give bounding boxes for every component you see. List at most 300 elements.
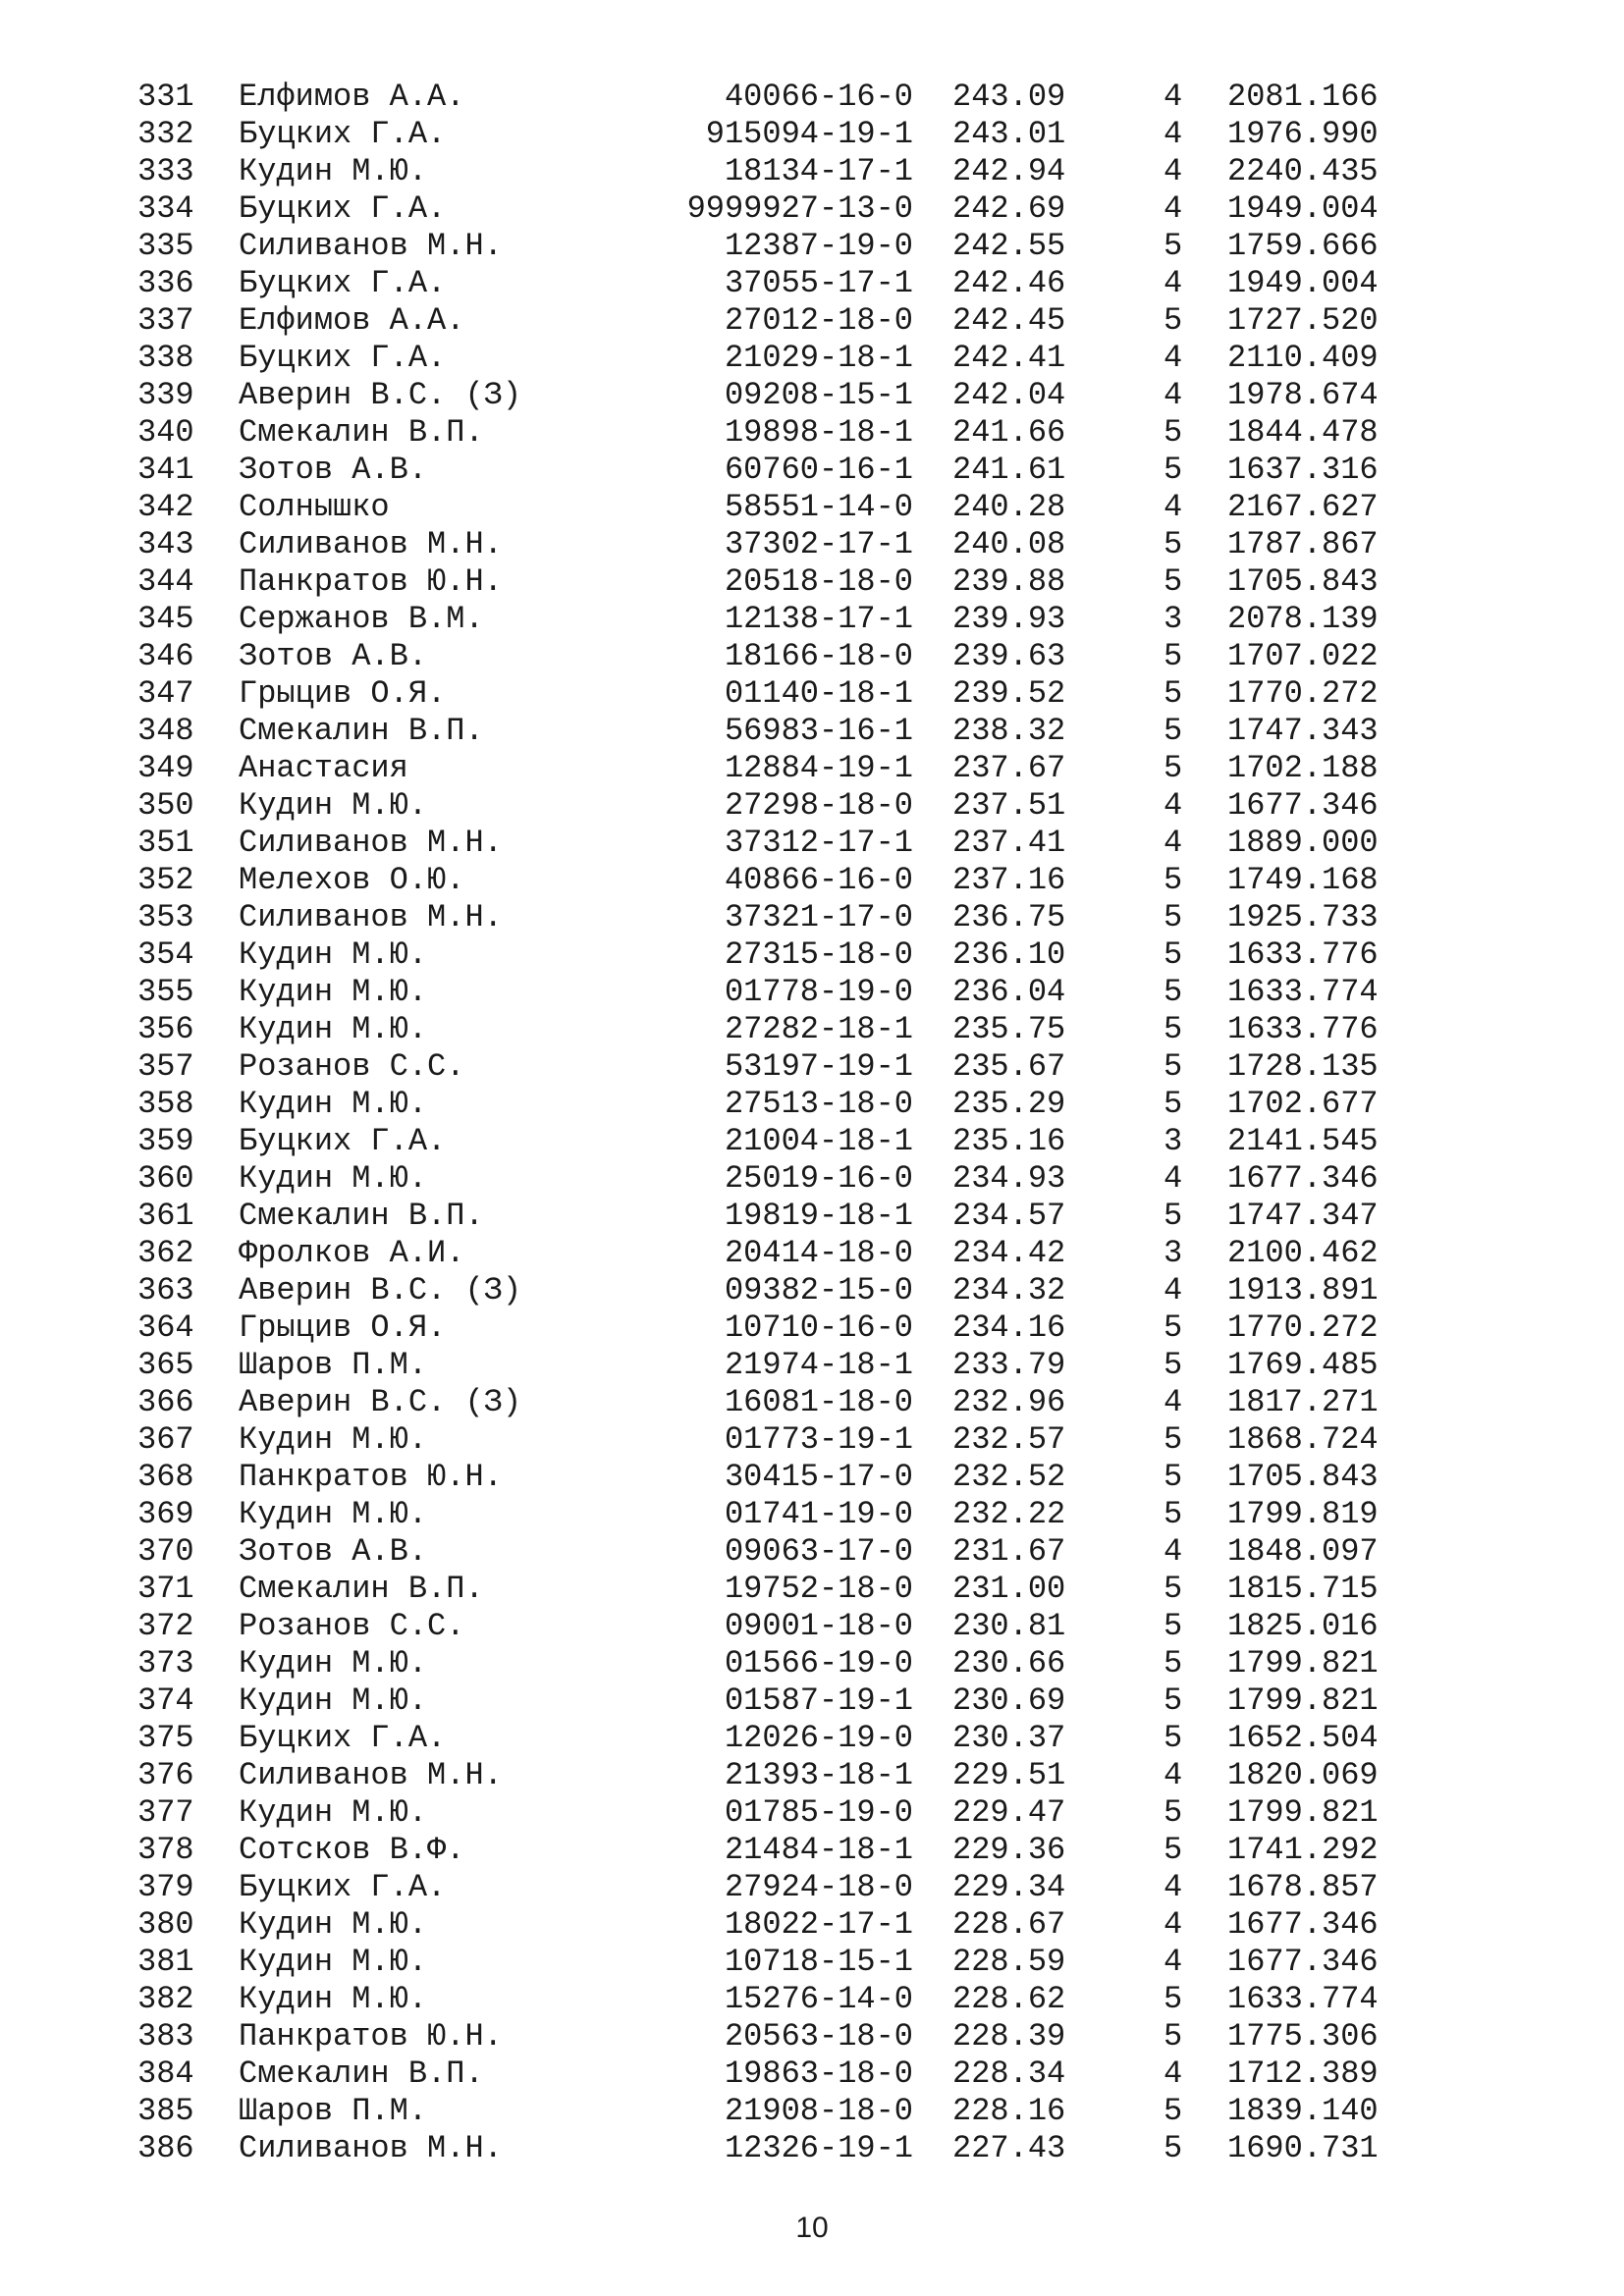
table-row [0,116,1624,153]
score-value: 229.34 [952,1869,1066,1905]
table-row [0,601,1624,638]
ring-code: 21484-18-1 [724,1832,913,1868]
row-number: 372 [137,1608,194,1644]
score-value: 234.16 [952,1309,1066,1346]
score-value: 235.75 [952,1011,1066,1047]
owner-name: Елфимов А.А. [239,302,465,339]
ring-code: 37055-17-1 [724,265,913,301]
coefficient: 5 [1164,1608,1183,1644]
score-value: 228.59 [952,1944,1066,1980]
score-value: 233.79 [952,1347,1066,1383]
row-number: 362 [137,1235,194,1271]
coefficient: 5 [1164,713,1183,749]
coefficient: 4 [1164,340,1183,376]
owner-name: Шаров П.М. [239,1347,428,1383]
row-number: 373 [137,1645,194,1682]
table-row [0,1309,1624,1347]
distance-value: 1712.389 [1227,2056,1379,2092]
coefficient: 3 [1164,1235,1183,1271]
distance-value: 1727.520 [1227,302,1379,339]
row-number: 364 [137,1309,194,1346]
distance-value: 1913.891 [1227,1272,1379,1308]
distance-value: 2240.435 [1227,153,1379,189]
owner-name: Мелехов О.Ю. [239,862,465,898]
distance-value: 1677.346 [1227,1944,1379,1980]
owner-name: Кудин М.Ю. [239,787,428,824]
table-row [0,1086,1624,1123]
table-row [0,190,1624,228]
table-row [0,563,1624,601]
table-row [0,452,1624,489]
table-row [0,414,1624,452]
ring-code: 19863-18-0 [724,2056,913,2092]
coefficient: 5 [1164,936,1183,973]
owner-name: Кудин М.Ю. [239,1496,428,1532]
owner-name: Зотов А.В. [239,638,428,674]
score-value: 236.04 [952,974,1066,1010]
score-value: 237.41 [952,825,1066,861]
owner-name: Грыцив О.Я. [239,1309,447,1346]
coefficient: 4 [1164,265,1183,301]
row-number: 340 [137,414,194,451]
table-row [0,713,1624,750]
distance-value: 1770.272 [1227,1309,1379,1346]
coefficient: 5 [1164,2018,1183,2055]
ring-code: 12026-19-0 [724,1720,913,1756]
ring-code: 20414-18-0 [724,1235,913,1271]
coefficient: 5 [1164,1981,1183,2017]
distance-value: 1702.677 [1227,1086,1379,1122]
ring-code: 40066-16-0 [724,79,913,115]
distance-value: 1633.776 [1227,936,1379,973]
ring-code: 37321-17-0 [724,899,913,935]
coefficient: 4 [1164,116,1183,152]
score-value: 242.69 [952,190,1066,227]
table-row [0,153,1624,190]
row-number: 349 [137,750,194,786]
score-value: 228.34 [952,2056,1066,2092]
distance-value: 1978.674 [1227,377,1379,413]
row-number: 380 [137,1906,194,1943]
coefficient: 5 [1164,1720,1183,1756]
row-number: 374 [137,1682,194,1719]
coefficient: 4 [1164,1533,1183,1570]
distance-value: 1848.097 [1227,1533,1379,1570]
ring-code: 37302-17-1 [724,526,913,562]
row-number: 351 [137,825,194,861]
ring-code: 15276-14-0 [724,1981,913,2017]
coefficient: 5 [1164,452,1183,488]
owner-name: Зотов А.В. [239,452,428,488]
distance-value: 1949.004 [1227,190,1379,227]
score-value: 228.62 [952,1981,1066,2017]
ring-code: 40866-16-0 [724,862,913,898]
distance-value: 2078.139 [1227,601,1379,637]
score-value: 243.01 [952,116,1066,152]
ring-code: 27282-18-1 [724,1011,913,1047]
distance-value: 1799.821 [1227,1682,1379,1719]
distance-value: 2100.462 [1227,1235,1379,1271]
score-value: 241.61 [952,452,1066,488]
owner-name: Зотов А.В. [239,1533,428,1570]
table-row [0,862,1624,899]
row-number: 376 [137,1757,194,1793]
table-row [0,1272,1624,1309]
coefficient: 5 [1164,1645,1183,1682]
coefficient: 4 [1164,190,1183,227]
ring-code: 01778-19-0 [724,974,913,1010]
distance-value: 1839.140 [1227,2093,1379,2129]
coefficient: 5 [1164,2130,1183,2166]
score-value: 234.42 [952,1235,1066,1271]
ring-code: 21974-18-1 [724,1347,913,1383]
table-row [0,1533,1624,1571]
owner-name: Смекалин В.П. [239,414,484,451]
table-row [0,2093,1624,2130]
score-value: 234.32 [952,1272,1066,1308]
owner-name: Буцких Г.А. [239,116,447,152]
coefficient: 5 [1164,899,1183,935]
score-value: 236.75 [952,899,1066,935]
coefficient: 5 [1164,1309,1183,1346]
score-value: 234.93 [952,1160,1066,1197]
table-row [0,340,1624,377]
row-number: 378 [137,1832,194,1868]
ring-code: 915094-19-1 [705,116,913,152]
table-row [0,936,1624,974]
coefficient: 5 [1164,1421,1183,1458]
row-number: 369 [137,1496,194,1532]
coefficient: 5 [1164,1832,1183,1868]
ring-code: 58551-14-0 [724,489,913,525]
ring-code: 9999927-13-0 [686,190,913,227]
row-number: 381 [137,1944,194,1980]
ring-code: 09001-18-0 [724,1608,913,1644]
ring-code: 09382-15-0 [724,1272,913,1308]
row-number: 361 [137,1198,194,1234]
row-number: 383 [137,2018,194,2055]
coefficient: 5 [1164,1459,1183,1495]
table-row [0,1048,1624,1086]
table-row [0,1794,1624,1832]
ring-code: 01741-19-0 [724,1496,913,1532]
owner-name: Розанов С.С. [239,1608,465,1644]
table-row [0,1496,1624,1533]
owner-name: Кудин М.Ю. [239,936,428,973]
ring-code: 18134-17-1 [724,153,913,189]
score-value: 238.32 [952,713,1066,749]
table-row [0,1198,1624,1235]
ring-code: 60760-16-1 [724,452,913,488]
distance-value: 1925.733 [1227,899,1379,935]
owner-name: Панкратов Ю.Н. [239,1459,503,1495]
ring-code: 01140-18-1 [724,675,913,712]
owner-name: Елфимов А.А. [239,79,465,115]
coefficient: 5 [1164,414,1183,451]
row-number: 366 [137,1384,194,1420]
score-value: 228.16 [952,2093,1066,2129]
ring-code: 12884-19-1 [724,750,913,786]
row-number: 335 [137,228,194,264]
coefficient: 4 [1164,2056,1183,2092]
owner-name: Панкратов Ю.Н. [239,2018,503,2055]
row-number: 354 [137,936,194,973]
owner-name: Силиванов М.Н. [239,1757,503,1793]
coefficient: 5 [1164,228,1183,264]
owner-name: Фролков А.И. [239,1235,465,1271]
table-row [0,1608,1624,1645]
distance-value: 1677.346 [1227,1160,1379,1197]
owner-name: Кудин М.Ю. [239,1421,428,1458]
owner-name: Силиванов М.Н. [239,825,503,861]
table-row [0,1459,1624,1496]
table-row [0,489,1624,526]
row-number: 345 [137,601,194,637]
ring-code: 56983-16-1 [724,713,913,749]
owner-name: Буцких Г.А. [239,1123,447,1159]
row-number: 379 [137,1869,194,1905]
score-value: 231.00 [952,1571,1066,1607]
ring-code: 09208-15-1 [724,377,913,413]
coefficient: 5 [1164,526,1183,562]
coefficient: 5 [1164,1011,1183,1047]
coefficient: 5 [1164,1496,1183,1532]
owner-name: Кудин М.Ю. [239,974,428,1010]
page-number: 10 [795,2212,829,2244]
score-value: 230.66 [952,1645,1066,1682]
owner-name: Панкратов Ю.Н. [239,563,503,600]
distance-value: 1820.069 [1227,1757,1379,1793]
score-value: 242.41 [952,340,1066,376]
table-row [0,1869,1624,1906]
distance-value: 1728.135 [1227,1048,1379,1085]
distance-value: 1705.843 [1227,563,1379,600]
ring-code: 18022-17-1 [724,1906,913,1943]
score-value: 241.66 [952,414,1066,451]
ring-code: 21029-18-1 [724,340,913,376]
row-number: 357 [137,1048,194,1085]
row-number: 355 [137,974,194,1010]
row-number: 385 [137,2093,194,2129]
score-value: 227.43 [952,2130,1066,2166]
table-row [0,1981,1624,2018]
ring-code: 27012-18-0 [724,302,913,339]
score-value: 232.22 [952,1496,1066,1532]
row-number: 350 [137,787,194,824]
distance-value: 2110.409 [1227,340,1379,376]
row-number: 367 [137,1421,194,1458]
score-value: 239.52 [952,675,1066,712]
distance-value: 2081.166 [1227,79,1379,115]
score-value: 229.36 [952,1832,1066,1868]
coefficient: 3 [1164,1123,1183,1159]
distance-value: 1677.346 [1227,787,1379,824]
owner-name: Смекалин В.П. [239,713,484,749]
table-row [0,1571,1624,1608]
coefficient: 5 [1164,1571,1183,1607]
row-number: 363 [137,1272,194,1308]
row-number: 348 [137,713,194,749]
score-value: 236.10 [952,936,1066,973]
ring-code: 20518-18-0 [724,563,913,600]
score-value: 229.47 [952,1794,1066,1831]
row-number: 356 [137,1011,194,1047]
distance-value: 1949.004 [1227,265,1379,301]
coefficient: 5 [1164,302,1183,339]
owner-name: Буцких Г.А. [239,265,447,301]
row-number: 337 [137,302,194,339]
row-number: 359 [137,1123,194,1159]
coefficient: 4 [1164,1160,1183,1197]
score-value: 242.55 [952,228,1066,264]
table-row [0,1123,1624,1160]
distance-value: 1633.774 [1227,974,1379,1010]
score-value: 234.57 [952,1198,1066,1234]
ring-code: 19819-18-1 [724,1198,913,1234]
owner-name: Кудин М.Ю. [239,1645,428,1682]
score-value: 228.39 [952,2018,1066,2055]
row-number: 382 [137,1981,194,2017]
owner-name: Грыцив О.Я. [239,675,447,712]
ring-code: 21908-18-0 [724,2093,913,2129]
ring-code: 21393-18-1 [724,1757,913,1793]
coefficient: 5 [1164,1347,1183,1383]
distance-value: 1769.485 [1227,1347,1379,1383]
ring-code: 27513-18-0 [724,1086,913,1122]
owner-name: Кудин М.Ю. [239,1794,428,1831]
coefficient: 4 [1164,1272,1183,1308]
table-row [0,1645,1624,1682]
owner-name: Кудин М.Ю. [239,1011,428,1047]
coefficient: 5 [1164,862,1183,898]
coefficient: 4 [1164,489,1183,525]
distance-value: 1747.343 [1227,713,1379,749]
table-row [0,787,1624,825]
distance-value: 1868.724 [1227,1421,1379,1458]
table-row [0,2130,1624,2167]
score-value: 242.45 [952,302,1066,339]
owner-name: Буцких Г.А. [239,340,447,376]
coefficient: 5 [1164,563,1183,600]
ring-code: 16081-18-0 [724,1384,913,1420]
owner-name: Сержанов В.М. [239,601,484,637]
table-row [0,638,1624,675]
ring-code: 01785-19-0 [724,1794,913,1831]
ring-code: 09063-17-0 [724,1533,913,1570]
table-row [0,1682,1624,1720]
score-value: 232.57 [952,1421,1066,1458]
ring-code: 30415-17-0 [724,1459,913,1495]
table-row [0,377,1624,414]
table-row [0,1906,1624,1944]
distance-value: 1633.776 [1227,1011,1379,1047]
score-value: 232.96 [952,1384,1066,1420]
ring-code: 12138-17-1 [724,601,913,637]
score-value: 242.04 [952,377,1066,413]
coefficient: 5 [1164,1086,1183,1122]
owner-name: Буцких Г.А. [239,1869,447,1905]
distance-value: 1747.347 [1227,1198,1379,1234]
coefficient: 5 [1164,1198,1183,1234]
coefficient: 5 [1164,974,1183,1010]
owner-name: Аверин В.С. (З) [239,1272,522,1308]
coefficient: 5 [1164,1794,1183,1831]
distance-value: 1637.316 [1227,452,1379,488]
owner-name: Анастасия [239,750,408,786]
distance-value: 1702.188 [1227,750,1379,786]
table-row [0,265,1624,302]
table-row [0,675,1624,713]
ring-code: 10718-15-1 [724,1944,913,1980]
row-number: 347 [137,675,194,712]
coefficient: 5 [1164,675,1183,712]
owner-name: Аверин В.С. (З) [239,1384,522,1420]
table-row [0,1160,1624,1198]
row-number: 331 [137,79,194,115]
score-value: 231.67 [952,1533,1066,1570]
distance-value: 1799.821 [1227,1794,1379,1831]
coefficient: 4 [1164,1757,1183,1793]
distance-value: 1705.843 [1227,1459,1379,1495]
score-value: 235.67 [952,1048,1066,1085]
distance-value: 1976.990 [1227,116,1379,152]
row-number: 352 [137,862,194,898]
score-value: 239.63 [952,638,1066,674]
score-value: 240.08 [952,526,1066,562]
ring-code: 27298-18-0 [724,787,913,824]
distance-value: 2167.627 [1227,489,1379,525]
distance-value: 1787.867 [1227,526,1379,562]
score-value: 228.67 [952,1906,1066,1943]
distance-value: 1678.857 [1227,1869,1379,1905]
table-row [0,2018,1624,2056]
row-number: 375 [137,1720,194,1756]
row-number: 341 [137,452,194,488]
owner-name: Силиванов М.Н. [239,2130,503,2166]
coefficient: 4 [1164,1944,1183,1980]
table-row [0,302,1624,340]
row-number: 360 [137,1160,194,1197]
coefficient: 3 [1164,601,1183,637]
owner-name: Смекалин В.П. [239,1198,484,1234]
distance-value: 1707.022 [1227,638,1379,674]
row-number: 386 [137,2130,194,2166]
ring-code: 12326-19-1 [724,2130,913,2166]
score-value: 230.81 [952,1608,1066,1644]
table-row [0,1347,1624,1384]
table-row [0,1011,1624,1048]
owner-name: Кудин М.Ю. [239,1160,428,1197]
distance-value: 1741.292 [1227,1832,1379,1868]
ring-code: 27315-18-0 [724,936,913,973]
score-value: 232.52 [952,1459,1066,1495]
row-number: 346 [137,638,194,674]
table-row [0,228,1624,265]
table-row [0,1421,1624,1459]
owner-name: Смекалин В.П. [239,2056,484,2092]
coefficient: 4 [1164,787,1183,824]
owner-name: Смекалин В.П. [239,1571,484,1607]
score-value: 230.69 [952,1682,1066,1719]
score-value: 230.37 [952,1720,1066,1756]
distance-value: 2141.545 [1227,1123,1379,1159]
distance-value: 1889.000 [1227,825,1379,861]
owner-name: Шаров П.М. [239,2093,428,2129]
owner-name: Кудин М.Ю. [239,1086,428,1122]
owner-name: Кудин М.Ю. [239,1944,428,1980]
owner-name: Сотсков В.Ф. [239,1832,465,1868]
coefficient: 5 [1164,750,1183,786]
